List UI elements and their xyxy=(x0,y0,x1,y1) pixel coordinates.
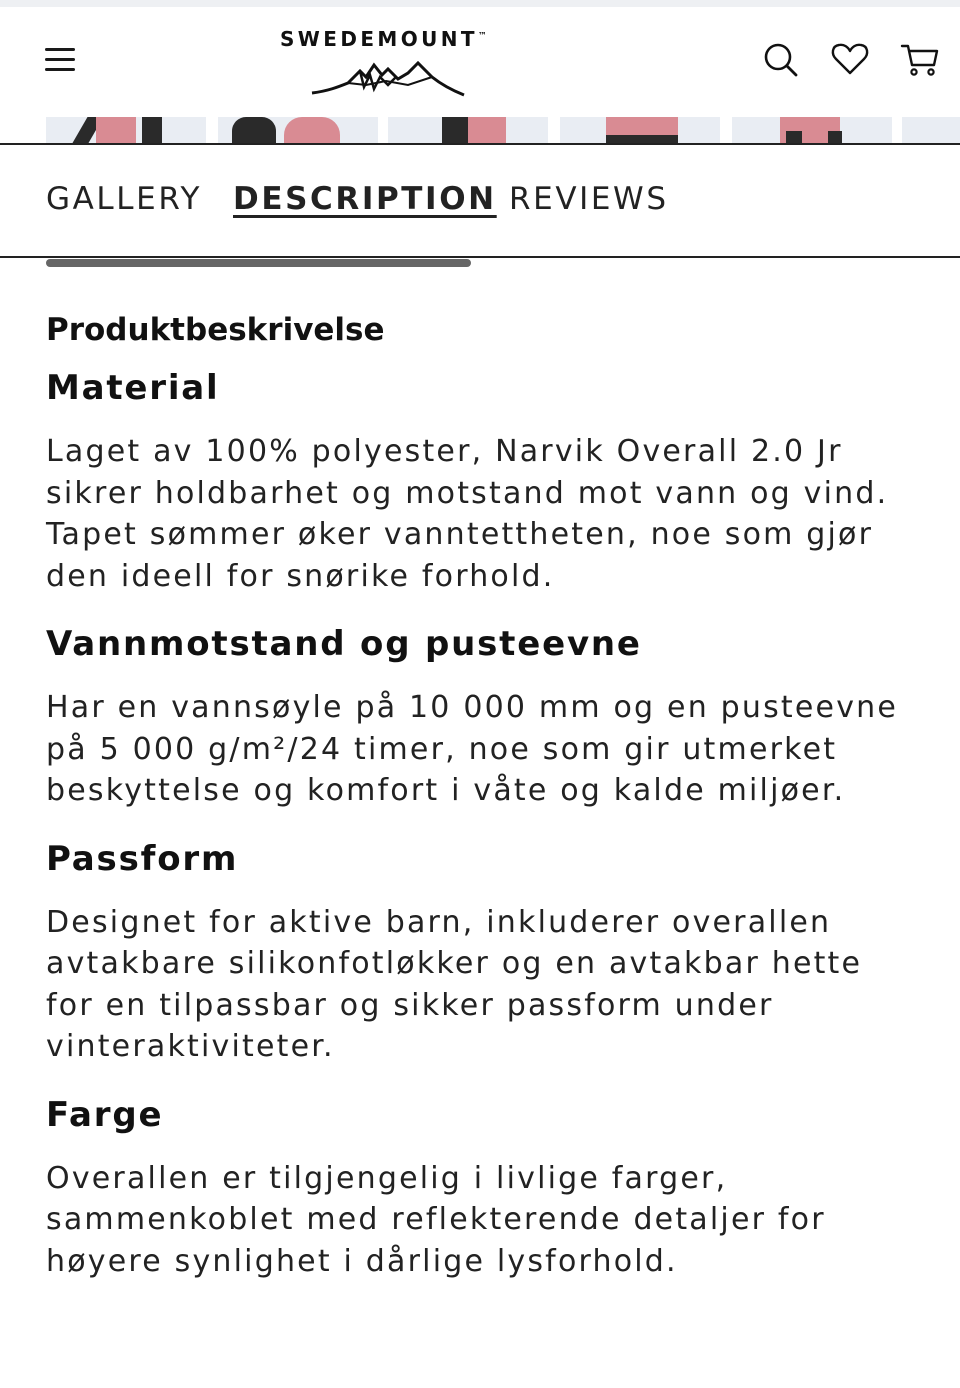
description-title: Produktbeskrivelse xyxy=(46,312,385,348)
brand-name: SWEDEMOUNT™ xyxy=(280,27,487,51)
gallery-thumbnail[interactable] xyxy=(388,117,548,143)
search-icon[interactable] xyxy=(758,37,802,81)
tab-description[interactable]: DESCRIPTION xyxy=(233,181,497,217)
section-heading: Material xyxy=(46,368,220,408)
section-heading: Farge xyxy=(46,1094,164,1135)
gallery-thumbnail[interactable] xyxy=(732,117,892,143)
section-heading: Vannmotstand og pusteevne xyxy=(46,624,642,664)
gallery-thumbnail-strip xyxy=(0,117,960,143)
gallery-thumbnail[interactable] xyxy=(902,117,960,143)
section-material xyxy=(46,363,936,597)
section-color xyxy=(46,1090,936,1283)
section-body: Har en vannsøyle på 10 000 mm og en pusteevne på 5 000 g/m²/24 timer, noe som gir utmerket beskyttelse og komfort i våte og kalde miljøer. xyxy=(46,690,899,808)
mountain-logo-icon xyxy=(308,55,468,99)
section-heading: Passform xyxy=(46,838,239,879)
section-water-resistance xyxy=(46,619,936,812)
section-body: Overallen er tilgjengelig i livlige farger, sammenkoblet med reflekterende detaljer for høyere synlighet i dårlige lysforhold. xyxy=(46,1160,826,1279)
menu-icon[interactable] xyxy=(42,45,78,75)
section-body: Designet for aktive barn, inkluderer overallen avtakbare silikonfotløkker og en avtakbar hette for en tilpassbar og sikker passform under vinteraktiviteter. xyxy=(46,904,863,1064)
product-description xyxy=(46,305,936,1282)
top-strip xyxy=(0,0,960,7)
section-body: Laget av 100% polyester, Narvik Overall 2.0 Jr sikrer holdbarhet og motstand mot vann og vind. Tapet sømmer øker vanntettheten, noe som gjør den ideell for snørike forhold. xyxy=(46,434,889,594)
brand-logo[interactable] xyxy=(278,25,518,101)
gallery-thumbnail[interactable] xyxy=(46,117,206,143)
gallery-thumbnail[interactable] xyxy=(560,117,720,143)
gallery-thumbnail[interactable] xyxy=(218,117,378,143)
tab-gallery[interactable]: GALLERY xyxy=(46,181,203,217)
cart-icon[interactable] xyxy=(898,37,942,81)
tab-reviews[interactable]: REVIEWS xyxy=(509,181,669,217)
product-tabs xyxy=(0,143,960,258)
section-fit xyxy=(46,834,936,1068)
site-header xyxy=(0,7,960,117)
heart-icon[interactable] xyxy=(828,37,872,81)
tabs-scrollbar[interactable] xyxy=(46,259,471,267)
